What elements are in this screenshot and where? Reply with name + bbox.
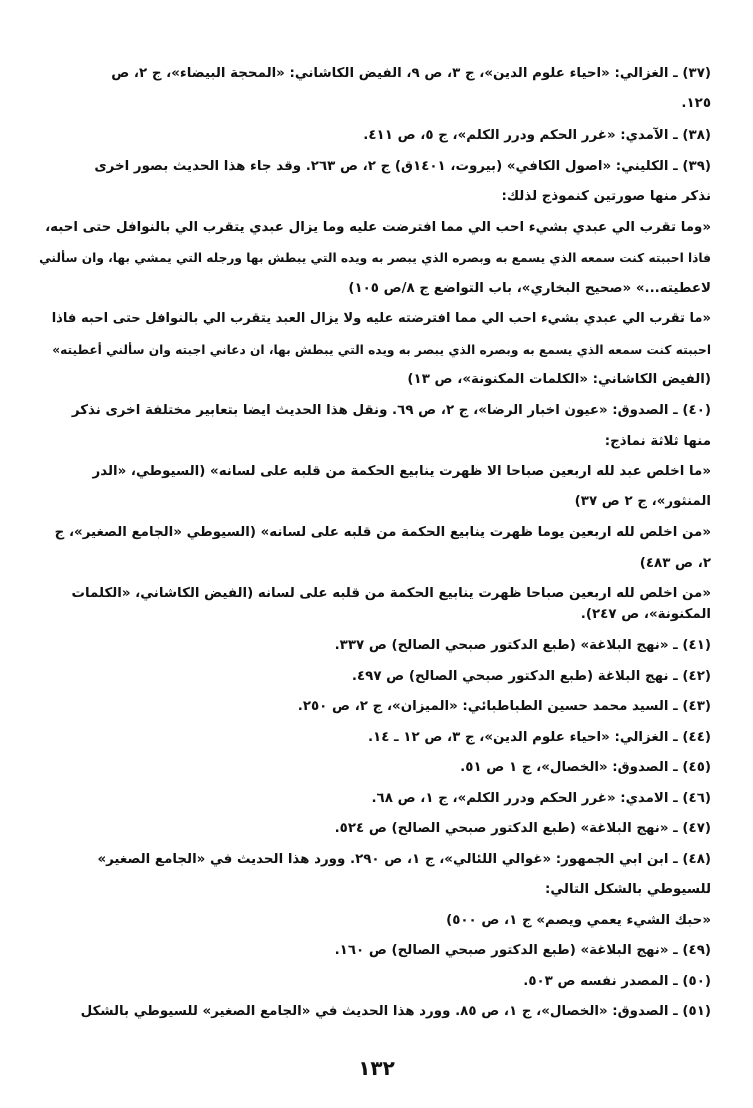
footnote-line: «حبك الشيء يعمي ويصم» ج ١، ص ٥٠٠) — [446, 913, 711, 928]
footnote-line: للسيوطي بالشكل التالي: — [545, 882, 711, 897]
footnote-line: المنثور»، ج ٢ ص ٣٧) — [574, 494, 711, 509]
footnote-line: (٤١) ـ «نهج البلاغة» (طبع الدكتور صبحي الصالح) ص ٣٣٧. — [334, 638, 711, 653]
footnote-line: نذكر منها صورتين كنموذج لذلك: — [501, 189, 711, 204]
footnote-line: (٣٨) ـ الآمدي: «غرر الحكم ودرر الكلم»، ج ٥، ص ٤١١. — [363, 128, 711, 143]
footnote-line: ٢، ص ٤٨٣) — [639, 556, 711, 571]
footnote-line: «ما تقرب الي عبدي بشيء احب الي مما افترضته عليه ولا يزال العبد يتقرب الي بالنوافل حتى احبه فاذا — [51, 311, 711, 326]
footnote-line: (٤٢) ـ نهج البلاغة (طبع الدكتور صبحي الصالح) ص ٤٩٧. — [351, 669, 711, 684]
footnote-line: «من اخلص لله اربعين صباحا ظهرت ينابيع الحكمة من قلبه على لسانه (الفيض الكاشاني، «الكلمات — [71, 586, 711, 601]
page-number: ١٣٢ — [358, 1056, 395, 1080]
footnote-line: (٤٠) ـ الصدوق: «عيون اخبار الرضا»، ج ٢، ص ٦٩. ونقل هذا الحديث ايضا بتعابير مختلفة اخرى نذكر — [71, 403, 711, 418]
footnote-line: (٤٤) ـ الغزالي: «احياء علوم الدين»، ج ٣، ص ١٢ ـ ١٤. — [367, 730, 711, 745]
footnote-line: (٤٥) ـ الصدوق: «الخصال»، ج ١ ص ٥١. — [460, 760, 711, 775]
footnote-line: (٤٧) ـ «نهج البلاغة» (طبع الدكتور صبحي الصالح) ص ٥٢٤. — [334, 821, 711, 836]
footnote-line: (٣٧) ـ الغزالي: «احياء علوم الدين»، ج ٣، ص ٩، الفيض الكاشاني: «المحجة البيضاء»، ج ٢، ص — [111, 66, 711, 81]
footnote-line: فاذا احببته كنت سمعه الذي يسمع به وبصره الذي يبصر به ويده التي يبطش بها ورجله التي يمشي بها، وان سألني — [39, 251, 711, 265]
footnote-line: ١٢٥. — [681, 96, 711, 111]
footnote-line: (٤٦) ـ الامدي: «غرر الحكم ودرر الكلم»، ج ١، ص ٦٨. — [371, 791, 711, 806]
footnote-line: «من اخلص لله اربعين يوما ظهرت ينابيع الحكمة من قلبه على لسانه» (السيوطي «الجامع الصغير»، ج — [54, 525, 711, 540]
footnote-line: المكنونة»، ص ٢٤٧). — [580, 607, 711, 622]
footnote-line: (الفيض الكاشاني: «الكلمات المكنونة»، ص ١٣) — [407, 372, 711, 387]
footnote-line: (٣٩) ـ الكليني: «اصول الكافي» (بيروت، ١٤٠١ق) ج ٢، ص ٢٦٣. وقد جاء هذا الحديث بصور اخرى — [94, 159, 711, 174]
footnote-line: منها ثلاثة نماذج: — [604, 434, 711, 449]
footnote-line: (٤٣) ـ السيد محمد حسين الطباطبائي: «الميزان»، ج ٢، ص ٢٥٠. — [297, 699, 711, 714]
footnote-line: (٤٨) ـ ابن ابي الجمهور: «غوالي اللئالي»، ج ١، ص ٢٩٠. وورد هذا الحديث في «الجامع الصغير» — [97, 852, 711, 867]
footnote-line: (٥٠) ـ المصدر نفسه ص ٥٠٣. — [523, 974, 711, 989]
footnote-line: (٥١) ـ الصدوق: «الخصال»، ج ١، ص ٨٥. وورد هذا الحديث في «الجامع الصغير» للسيوطي بالشكل — [80, 1004, 711, 1019]
footnote-line: احببته كنت سمعه الذي يسمع به وبصره الذي يبصر به ويده التي يبطش بها، ان دعاني اجبته وان سألني أعطيته» — [52, 343, 711, 357]
footnote-line: (٤٩) ـ «نهج البلاغة» (طبع الدكتور صبحي الصالح) ص ١٦٠. — [334, 943, 711, 958]
footnote-line: «ما اخلص عبد لله اربعين صباحا الا ظهرت ينابيع الحكمة من قلبه على لسانه» (السيوطي، «الدر — [92, 464, 711, 479]
footnote-line: «وما تقرب الي عبدي بشيء احب الي مما افترضت عليه وما يزال عبدي يتقرب الي بالنوافل حتى احبه، — [45, 220, 711, 235]
footnote-line: لاعطيته...» «صحيح البخاري»، باب التواضع ج ٨/ص ١٠٥) — [348, 281, 711, 296]
